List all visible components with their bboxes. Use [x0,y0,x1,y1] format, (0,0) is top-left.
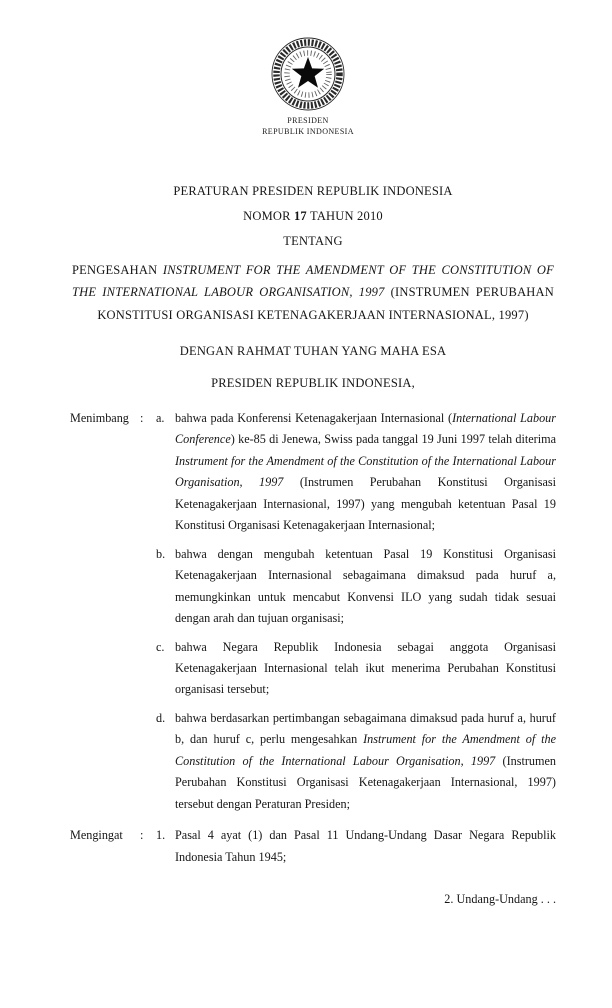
regulation-number: NOMOR 17 TAHUN 2010 [243,208,383,223]
item-marker: c. [156,639,165,654]
item-marker: 1. [156,828,166,843]
menimbang-clause [70,408,556,815]
item-marker: a. [156,410,165,425]
document-body [70,408,556,907]
title-block [70,184,556,391]
regulation-subject: PENGESAHAN INSTRUMENT FOR THE AMENDMENT OF THE CONSTITUTION OF THE INTERNATIONAL LABOUR ORGANISATION, 1997 (INSTRUMEN PERUBAHAN KONSTITUSI ORGANISASI KETENAGAKERJAAN INTERNASIONAL, 1997) [72,262,554,323]
agency-name-block [60,116,556,138]
menimbang-item-c [156,637,556,701]
item-marker: b. [156,546,166,561]
item-marker: d. [156,710,166,725]
item-text: bahwa dengan mengubah ketentuan Pasal 19 Konstitusi Organisasi Ketenagakerjaan Internasional sebagaimana dimaksud pada huruf a, memungkinkan untuk mencabut Konvensi ILO yang sudah tidak sesuai dengan arah dan tujuan organisasi; [175,546,556,626]
menimbang-label: Menimbang [70,410,129,425]
item-text: bahwa Negara Republik Indonesia sebagai anggota Organisasi Ketenagakerjaan Internasional telah ikut menerima Perubahan Konstitusi organisasi tersebut; [175,639,556,697]
rahmat-line: DENGAN RAHMAT TUHAN YANG MAHA ESA [179,343,447,358]
mengingat-label: Mengingat [70,828,123,843]
menimbang-item-a [156,408,556,537]
item-text: bahwa pada Konferensi Ketenagakerjaan Internasional (International Labour Conference) ke-85 di Jenewa, Swiss pada tanggal 19 Juni 1997 telah diterima Instrument for the Amendment of the Constitution of the International Labour Organisation, 1997 (Instrumen Perubahan Konstitusi Organisasi Ketenagakerjaan Internasional, 1997) yang mengubah ketentuan Pasal 19 Konstitusi Organisasi Ketenagakerjaan Internasional; [175,410,557,533]
agency-line-presiden: PRESIDEN [287,116,329,125]
page-catchword: 2. Undang-Undang . . . [444,892,556,907]
mengingat-clause [70,825,556,868]
mengingat-items [156,825,556,868]
menimbang-item-b [156,544,556,630]
tentang-label: TENTANG [283,233,343,248]
mengingat-colon: : [140,828,144,843]
item-text: bahwa berdasarkan pertimbangan sebagaimana dimaksud pada huruf a, huruf b, dan huruf c, perlu mengesahkan Instrument for the Amendment of the Constitution of the International Labour Organisation, 1997 (Instrumen Perubahan Konstitusi Organisasi Ketenagakerjaan Internasional, 1997) tersebut dengan Peraturan Presiden; [175,710,556,811]
menimbang-items [156,408,556,815]
menimbang-item-d [156,708,556,815]
presidential-seal-icon [270,36,346,112]
regulation-title: PERATURAN PRESIDEN REPUBLIK INDONESIA [173,183,453,198]
presiden-line: PRESIDEN REPUBLIK INDONESIA, [211,375,415,390]
agency-line-republik: REPUBLIK INDONESIA [262,126,354,136]
mengingat-item-1 [156,825,556,868]
letterhead [60,36,556,138]
item-text: Pasal 4 ayat (1) dan Pasal 11 Undang-Undang Dasar Negara Republik Indonesia Tahun 1945; [175,828,556,864]
menimbang-colon: : [140,410,144,425]
